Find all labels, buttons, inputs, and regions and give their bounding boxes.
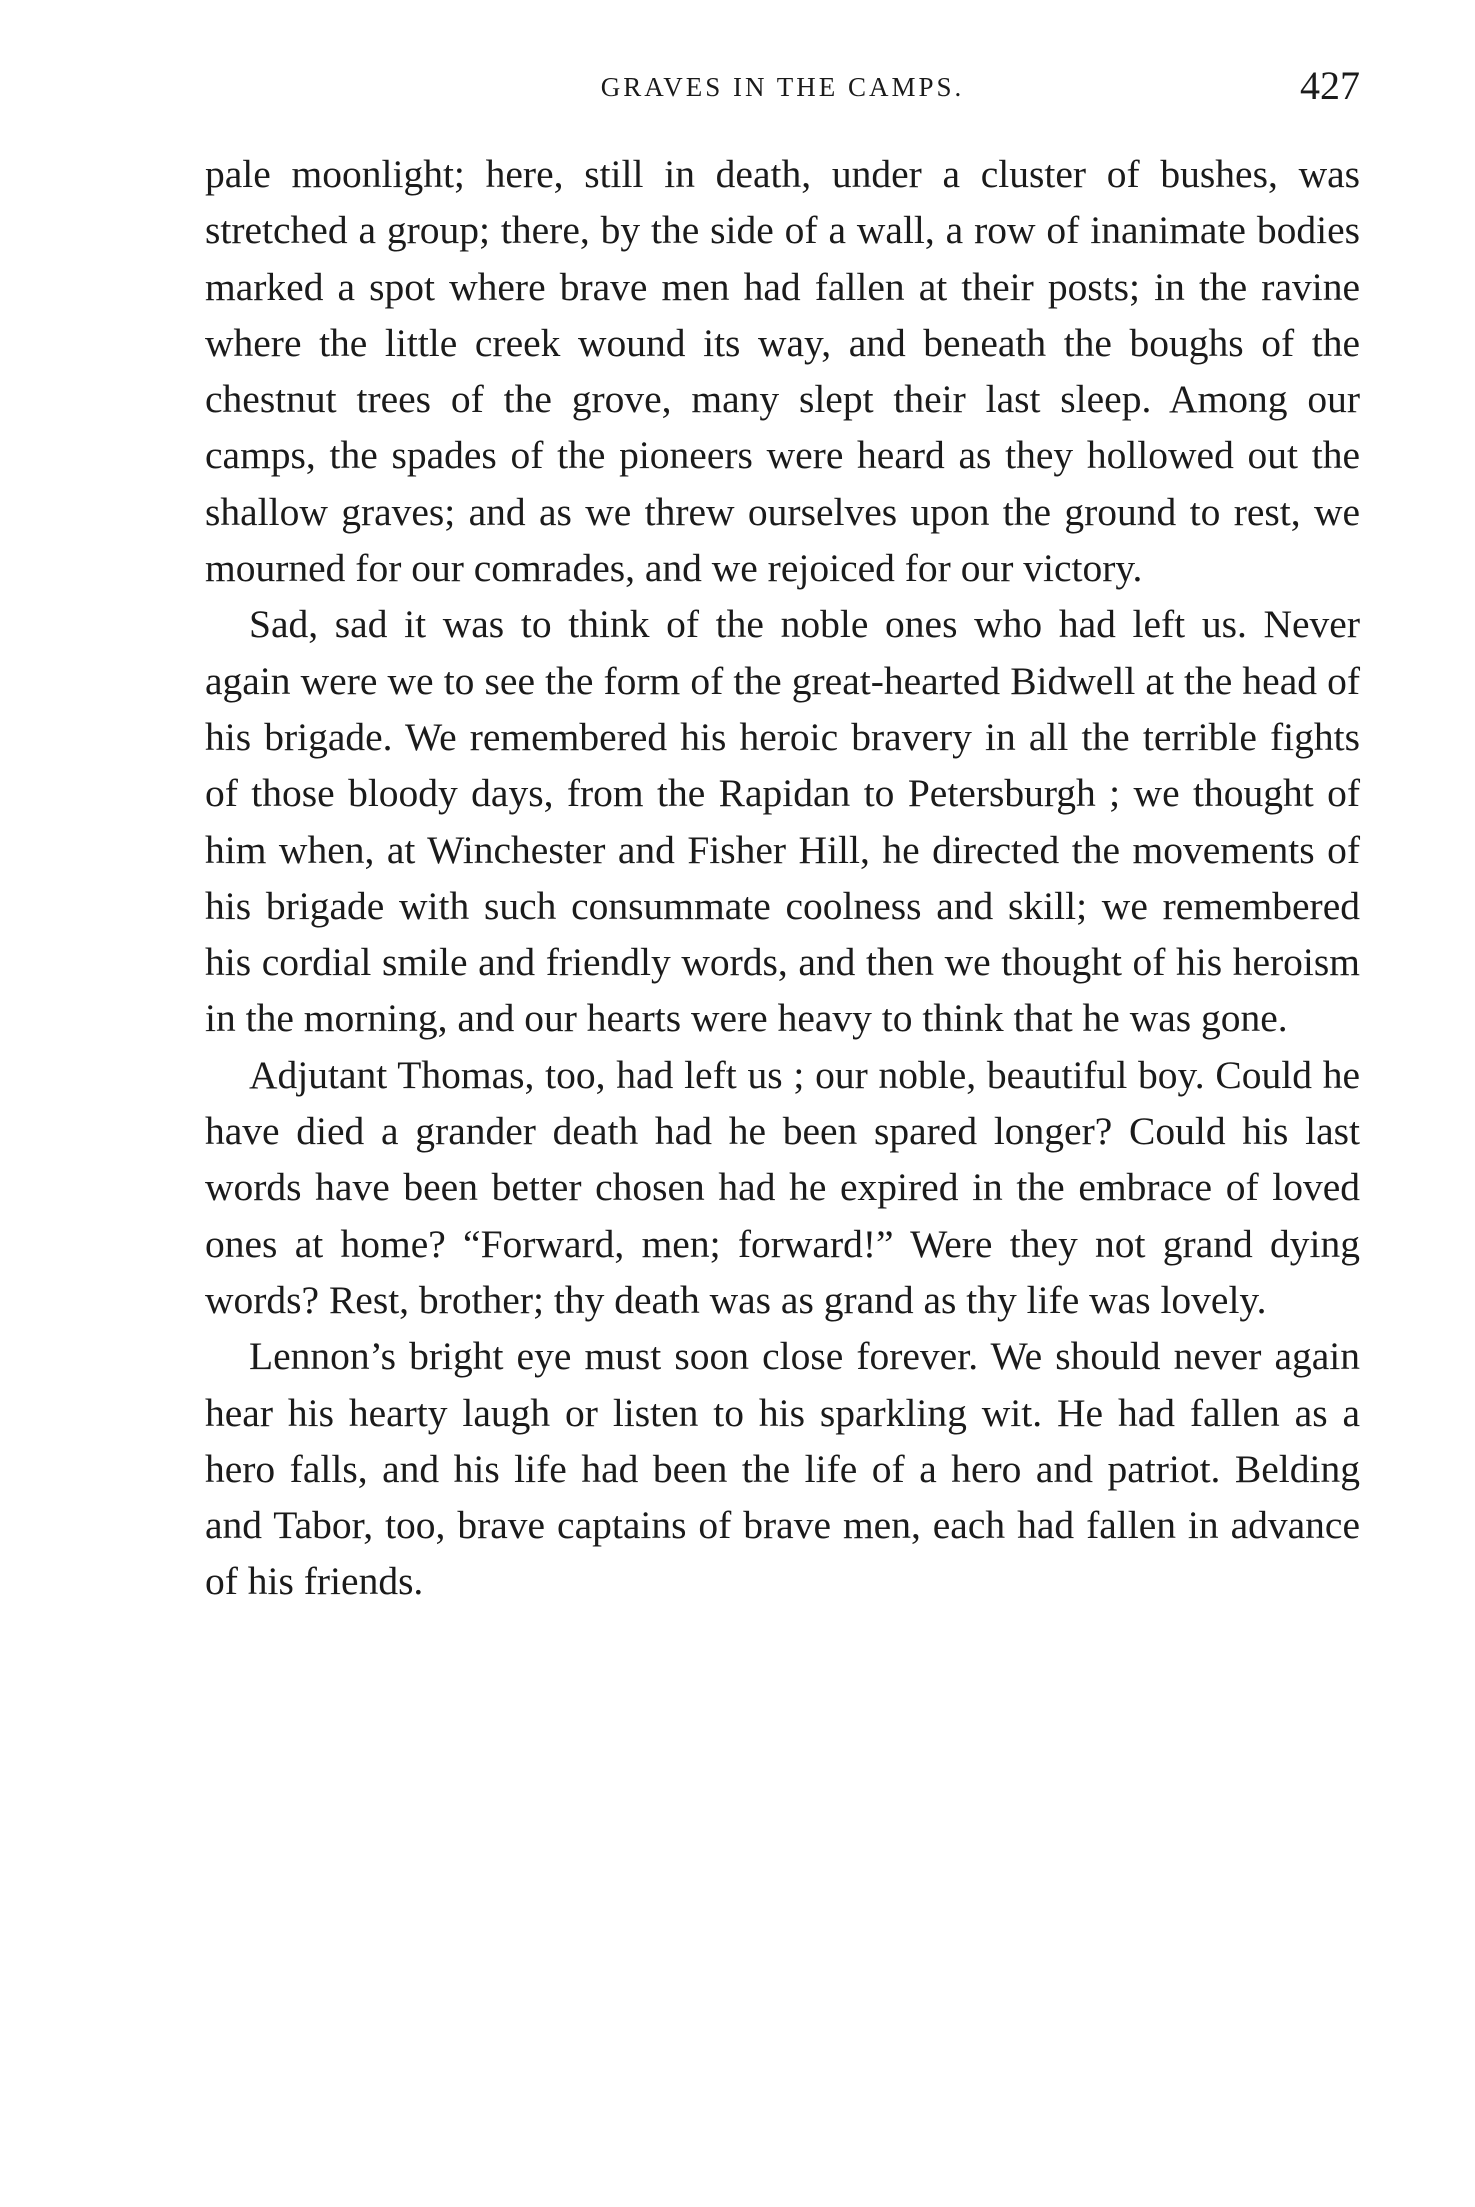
- paragraph-thomas: Adjutant Thomas, too, had left us ; our noble, beautiful boy. Could he have died a grander death had he been spared longer? Could his last words have been better chosen had he expired in the embrace of loved ones at home? “Forward, men; forward!” Were they not grand dying words? Rest, brother; thy death was as grand as thy life was lovely.: [205, 1052, 1360, 1322]
- paragraph-lennon: Lennon’s bright eye must soon close forever. We should never again hear his hearty laugh or listen to his sparkling wit. He had fallen as a hero falls, and his life had been the life of a hero and patriot. Belding and Tabor, too, brave captains of brave men, each had fallen in advance of his friends.: [205, 1334, 1360, 1604]
- running-title: GRAVES IN THE CAMPS.: [600, 72, 965, 102]
- running-header: [205, 62, 1360, 122]
- page-number: 427: [1300, 63, 1360, 108]
- body-text: [205, 146, 1360, 1610]
- paragraph-continuation: pale moonlight; here, still in death, under a cluster of bushes, was stretched a group; there, by the side of a wall, a row of inanimate bodies marked a spot where brave men had fallen at their posts; in the ravine where the little creek wound its way, and beneath the boughs of the chestnut trees of the grove, many slept their last sleep. Among our camps, the spades of the pioneers were heard as they hollowed out the shallow graves; and as we threw ourselves upon the ground to rest, we mourned for our comrades, and we rejoiced for our victory.: [205, 152, 1360, 591]
- paragraph-bidwell: Sad, sad it was to think of the noble ones who had left us. Never again were we to see the form of the great-hearted Bidwell at the head of his brigade. We remembered his heroic bravery in all the terrible fights of those bloody days, from the Rapidan to Petersburgh ; we thought of him when, at Winchester and Fisher Hill, he directed the movements of his brigade with such consummate coolness and skill; we remembered his cordial smile and friendly words, and then we thought of his heroism in the morning, and our hearts were heavy to think that he was gone.: [205, 602, 1360, 1041]
